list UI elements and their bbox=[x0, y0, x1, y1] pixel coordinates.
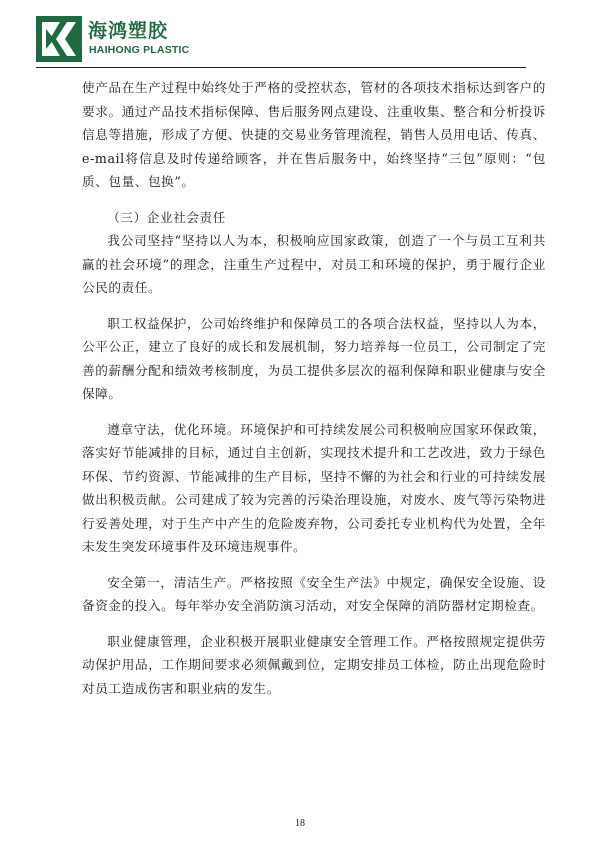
header-divider bbox=[36, 67, 526, 68]
page-number: 18 bbox=[295, 818, 305, 829]
paragraph-safety: 安全第一，清洁生产。严格按照《安全生产法》中规定，确保安全设施、设备资金的投入。每年举办安全消防演习活动，对安全保障的消防器材定期检查。 bbox=[82, 574, 546, 613]
paragraph-continued: 使产品在生产过程中始终处于严格的受控状态，管材的各项技术指标达到客户的要求。通过产品技术指标保障、售后服务网点建设、注重收集、整合和分析投诉信息等措施，形成了方便、快捷的交易业务管理流程，销售人员用电话、传真、e-mail将信息及时传递给顾客，并在售后服务中，始终坚持“三包”原则：“包质、包量、包换”。 bbox=[82, 80, 546, 189]
paragraph-occupational-health: 职业健康管理，企业积极开展职业健康安全管理工作。严格按照规定提供劳动保护用品，工作期间要求必须佩戴到位，定期安排员工体检，防止出现危险时对员工造成伤害和职业病的发生。 bbox=[82, 633, 546, 696]
document-body bbox=[82, 76, 546, 712]
paragraph-philosophy: 我公司坚持“坚持以人为本，积极响应国家政策，创造了一个与员工互利共赢的社会环境”的理念，注重生产过程中，对员工和环境的保护，勇于履行企业公民的责任。 bbox=[82, 233, 546, 295]
paragraph-employee-rights: 职工权益保护，公司始终维护和保障员工的各项合法权益，坚持以人为本，公平公正，建立了良好的成长和发展机制，努力培养每一位员工，公司制定了完善的薪酬分配和绩效考核制度，为员工提供多层次的福利保障和职业健康与安全保障。 bbox=[82, 315, 546, 401]
logo-text-chinese: 海鸿塑胶 bbox=[88, 20, 169, 42]
page-header bbox=[36, 16, 526, 64]
logo-text-english: HAIHONG PLASTIC bbox=[89, 44, 190, 56]
paragraph-environment: 遵章守法，优化环境。环境保护和可持续发展公司积极响应国家环保政策，落实好节能减排的目标，通过自主创新，实现技术提升和工艺改进，致力于绿色环保、节约资源、节能减排的生产目标，坚持不懈的为社会和行业的可持续发展做出积极贡献。公司建成了较为完善的污染治理设施，对废水、废气等污染物进行妥善处理，对于生产中产生的危险废弃物，公司委托专业机构代为处置，全年未发生突发环境事件及环境违规事件。 bbox=[82, 421, 546, 554]
section-heading: （三）企业社会责任 bbox=[107, 209, 226, 225]
haihong-logo-icon bbox=[36, 16, 82, 62]
